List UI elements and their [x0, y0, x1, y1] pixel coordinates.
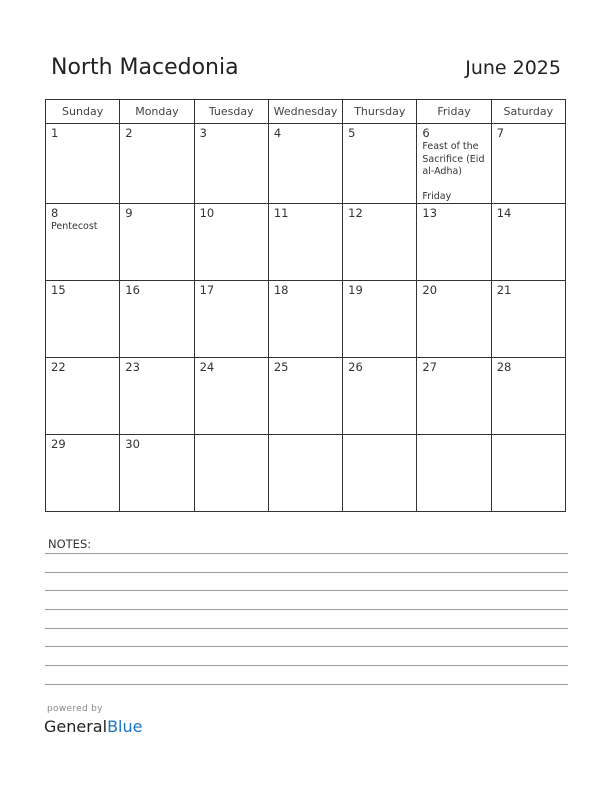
weekday-wednesday: Wednesday [268, 100, 342, 124]
notes-line [45, 590, 568, 591]
generalblue-logo [44, 717, 142, 736]
day-number: 19 [348, 283, 363, 297]
day-number: 10 [199, 206, 215, 220]
calendar-day-cell [120, 435, 194, 512]
weekday-monday: Monday [120, 100, 194, 124]
holiday-extra-label: Friday [422, 190, 452, 202]
weekday-tuesday: Tuesday [194, 100, 268, 124]
weekday-header-row [46, 100, 566, 124]
day-number: 1 [51, 126, 59, 140]
notes-line [45, 665, 568, 666]
day-number: 27 [422, 360, 438, 374]
calendar-day-cell [46, 204, 120, 281]
day-number: 18 [273, 283, 289, 297]
calendar-day-cell [343, 204, 417, 281]
calendar-day-cell [491, 358, 565, 435]
calendar-day-cell [120, 358, 194, 435]
calendar-day-cell [120, 281, 194, 358]
brand-blue-text: Blue [107, 717, 143, 736]
day-number: 28 [496, 360, 512, 374]
day-number: 3 [199, 126, 207, 140]
day-number: 12 [348, 206, 363, 220]
day-number: 30 [125, 437, 140, 451]
day-number: 22 [51, 360, 66, 374]
calendar-week-row [46, 204, 566, 281]
calendar-country-title: North Macedonia [51, 55, 239, 80]
day-number: 24 [199, 360, 215, 374]
calendar-day-cell [120, 124, 194, 204]
calendar-day-cell [417, 281, 491, 358]
weekday-sunday: Sunday [46, 100, 120, 124]
calendar-day-cell [343, 435, 417, 512]
calendar-month-year: June 2025 [465, 57, 561, 79]
calendar-day-cell [120, 204, 194, 281]
holiday-label: Pentecost [51, 221, 98, 232]
notes-line [45, 553, 568, 554]
day-number: 20 [422, 283, 438, 297]
day-number: 14 [496, 206, 512, 220]
calendar-day-cell [417, 435, 491, 512]
calendar-week-row [46, 435, 566, 512]
calendar-day-cell [268, 281, 342, 358]
calendar-day-cell [491, 204, 565, 281]
day-number: 25 [273, 360, 289, 374]
calendar-week-row [46, 281, 566, 358]
day-number: 5 [348, 126, 356, 140]
calendar-day-cell [268, 204, 342, 281]
notes-line [45, 572, 568, 573]
calendar-day-cell [417, 358, 491, 435]
holiday-label: Feast of the Sacrifice (Eid al-Adha) [422, 141, 485, 177]
calendar-day-cell [268, 358, 342, 435]
calendar-day-cell [194, 281, 268, 358]
calendar-day-cell [268, 435, 342, 512]
calendar-day-cell [491, 281, 565, 358]
calendar-day-cell [343, 358, 417, 435]
day-number: 15 [51, 283, 66, 297]
calendar-day-cell [194, 435, 268, 512]
weekday-saturday: Saturday [491, 100, 565, 124]
day-number: 2 [125, 126, 133, 140]
calendar-day-cell [46, 281, 120, 358]
powered-by-text: powered by [47, 704, 103, 714]
day-number: 8 [51, 206, 59, 220]
brand-general-text: General [44, 717, 108, 736]
calendar-day-cell [491, 124, 565, 204]
calendar-day-cell [46, 358, 120, 435]
calendar-day-cell [194, 358, 268, 435]
calendar-body [46, 124, 566, 512]
calendar-day-cell [417, 204, 491, 281]
weekday-friday: Friday [417, 100, 491, 124]
day-number: 16 [125, 283, 140, 297]
day-number: 26 [348, 360, 363, 374]
day-number: 6 [422, 126, 430, 140]
day-number: 9 [125, 206, 133, 220]
calendar-day-cell [343, 281, 417, 358]
calendar-day-cell [194, 124, 268, 204]
notes-line [45, 646, 568, 647]
calendar-week-row [46, 124, 566, 204]
day-number: 21 [496, 283, 512, 297]
calendar-day-cell [46, 124, 120, 204]
calendar-day-cell [194, 204, 268, 281]
day-number: 4 [273, 126, 282, 140]
notes-line [45, 609, 568, 610]
calendar-day-cell [417, 124, 491, 204]
calendar-week-row [46, 358, 566, 435]
calendar-day-cell [268, 124, 342, 204]
notes-line [45, 684, 568, 685]
calendar-day-cell [491, 435, 565, 512]
day-number: 29 [51, 437, 66, 451]
day-number: 13 [422, 206, 438, 220]
day-number: 23 [125, 360, 140, 374]
notes-line [45, 628, 568, 629]
day-number: 11 [273, 206, 289, 220]
calendar-grid [45, 99, 566, 512]
calendar-day-cell [343, 124, 417, 204]
calendar-day-cell [46, 435, 120, 512]
day-number: 7 [496, 126, 505, 140]
day-number: 17 [199, 283, 215, 297]
weekday-thursday: Thursday [343, 100, 417, 124]
notes-label: NOTES: [48, 537, 92, 551]
